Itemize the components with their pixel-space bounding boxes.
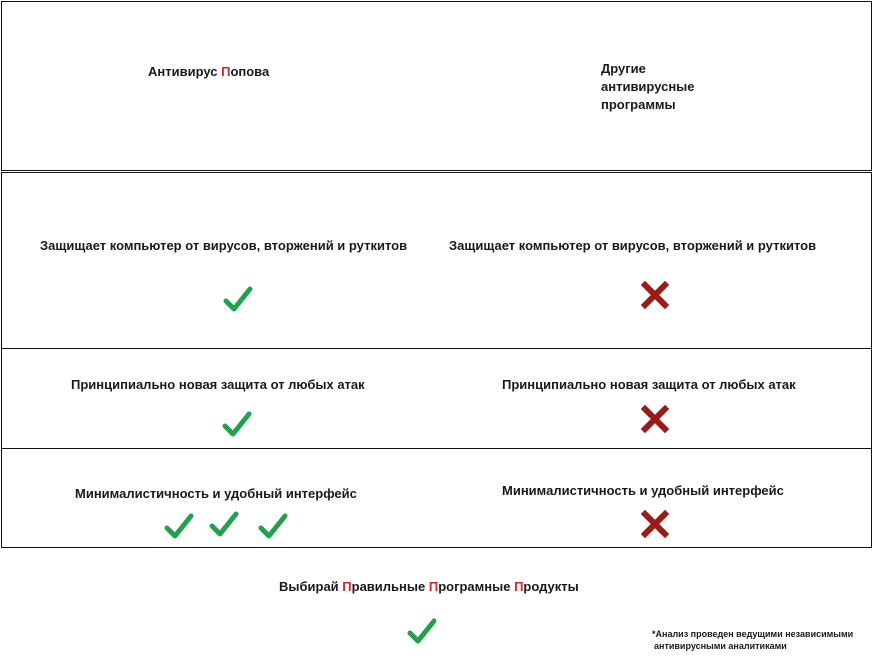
check-icon: [223, 411, 251, 438]
row-2-right-text: Принципиально новая защита от любых атак: [502, 377, 796, 392]
cross-icon: [642, 283, 668, 307]
check-icon: [210, 511, 238, 538]
row-2: [1, 348, 872, 449]
row-1-right-text: Защищает компьютер от вирусов, вторжений и руткитов: [449, 238, 817, 253]
check-icon: [259, 513, 287, 540]
row-3-right-text: Минималистичность и удобный интерфейс: [502, 483, 784, 498]
cross-icon: [642, 512, 668, 536]
row-3-left-text: Минималистичность и удобный интерфейс: [75, 486, 357, 501]
row-1-left-text: Защищает компьютер от вирусов, вторжений и руткитов: [40, 238, 408, 253]
header-left-cell: [1, 1, 432, 171]
check-icon: [408, 618, 436, 645]
footnote: *Анализ проведен ведущими независимыми антивирусными аналитиками: [652, 629, 854, 651]
header-left-title: Антивирус Попова: [148, 64, 270, 79]
row-2-left-text: Принципиально новая защита от любых атак: [71, 377, 365, 392]
row-1: [1, 172, 872, 349]
header-right-title: Другие антивирусные программы: [601, 61, 695, 112]
check-icon: [224, 286, 252, 313]
check-icon: [165, 513, 193, 540]
cross-icon: [642, 407, 668, 431]
slogan: Выбирай Правильные Програмные Продукты: [279, 579, 579, 594]
